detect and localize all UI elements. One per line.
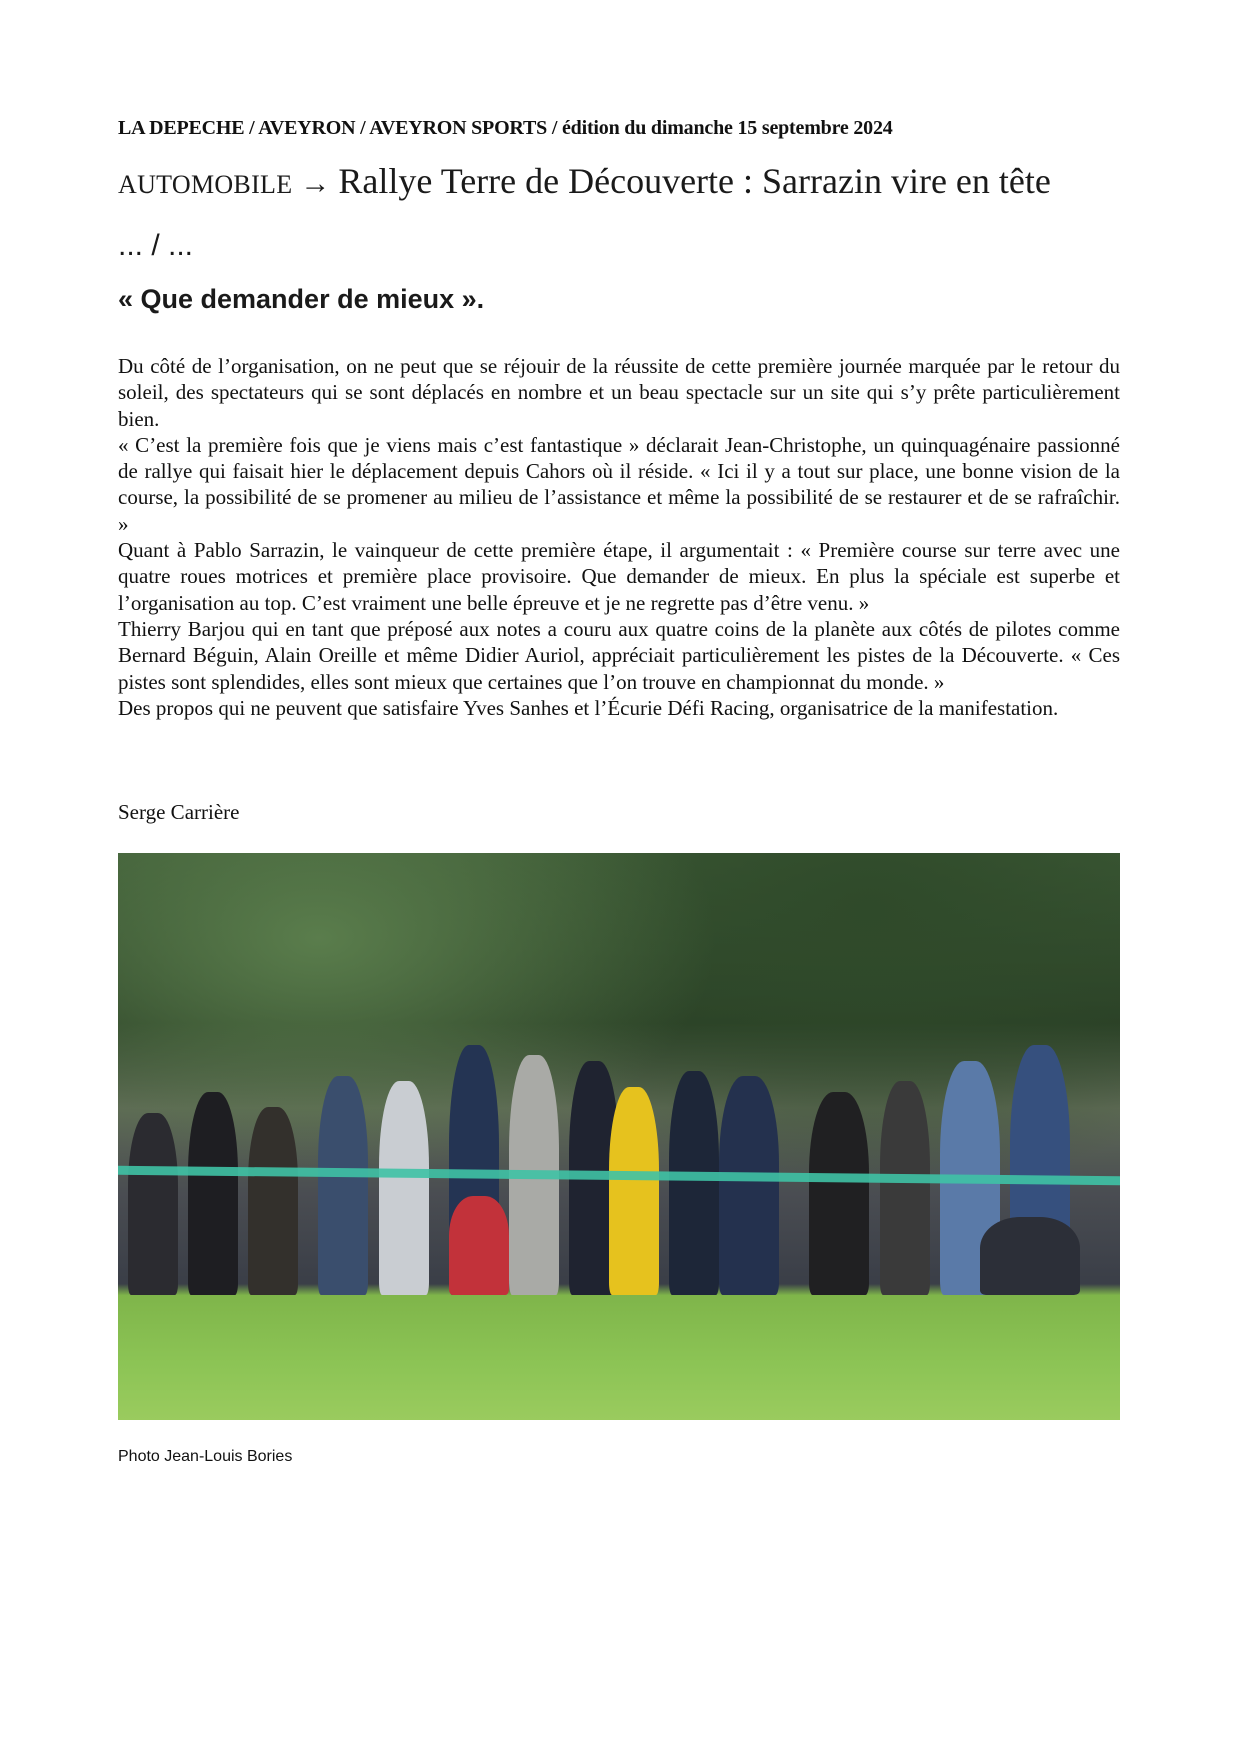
source-line: LA DEPECHE / AVEYRON / AVEYRON SPORTS / édition du dimanche 15 septembre 2024 xyxy=(118,117,893,139)
category-label: AUTOMOBILE xyxy=(118,170,293,199)
subheading: « Que demander de mieux ». xyxy=(118,284,485,314)
photo-caption: Photo Jean-Louis Bories xyxy=(118,1448,293,1465)
article-body xyxy=(118,353,1120,721)
article-photo xyxy=(118,853,1120,1420)
paragraph: Des propos qui ne peuvent que satisfaire Yves Sanhes et l’Écurie Défi Racing, organisatrice de la manifestation. xyxy=(118,695,1059,720)
paragraph: « C’est la première fois que je viens mais c’est fantastique » déclarait Jean-Christophe, un quinquagénaire passionné de rallye qui faisait hier le déplacement depuis Cahors où il réside. « Ici il y a tout sur place, une bonne vision de la course, la possibilité de se promener au milieu de l’assistance et même la possibilité de se restaurer et de se rafraîchir. » xyxy=(118,432,1120,536)
author-byline: Serge Carrière xyxy=(118,800,240,824)
headline-title: Rallye Terre de Découverte : Sarrazin vire en tête xyxy=(338,161,1051,201)
headline xyxy=(118,152,1128,275)
arrow-icon: → xyxy=(300,167,331,200)
paragraph: Du côté de l’organisation, on ne peut que se réjouir de la réussite de cette première journée marquée par le retour du soleil, des spectateurs qui se sont déplacés en nombre et un beau spectacle sur un site qui s’y prête particulièrement bien. xyxy=(118,354,1120,431)
paragraph: Thierry Barjou qui en tant que préposé aux notes a couru aux quatre coins de la planète aux côtés de pilotes comme Bernard Béguin, Alain Oreille et même Didier Auriol, appréciait particulièrement les pistes de la Découverte. « Ces pistes sont splendides, elles sont mieux que certaines que l’on trouve en championnat du monde. » xyxy=(118,616,1120,694)
paragraph: Quant à Pablo Sarrazin, le vainqueur de cette première étape, il argumentait : « Première course sur terre avec une quatre roues motrices et première place provisoire. Que demander de mieux. En plus la spéciale est superbe et l’organisation au top. C’est vraiment une belle épreuve et je ne regrette pas d’être venu. » xyxy=(118,538,1120,615)
crowd-illustration xyxy=(118,1034,1120,1295)
headline-continuation: ... / ... xyxy=(118,229,194,262)
